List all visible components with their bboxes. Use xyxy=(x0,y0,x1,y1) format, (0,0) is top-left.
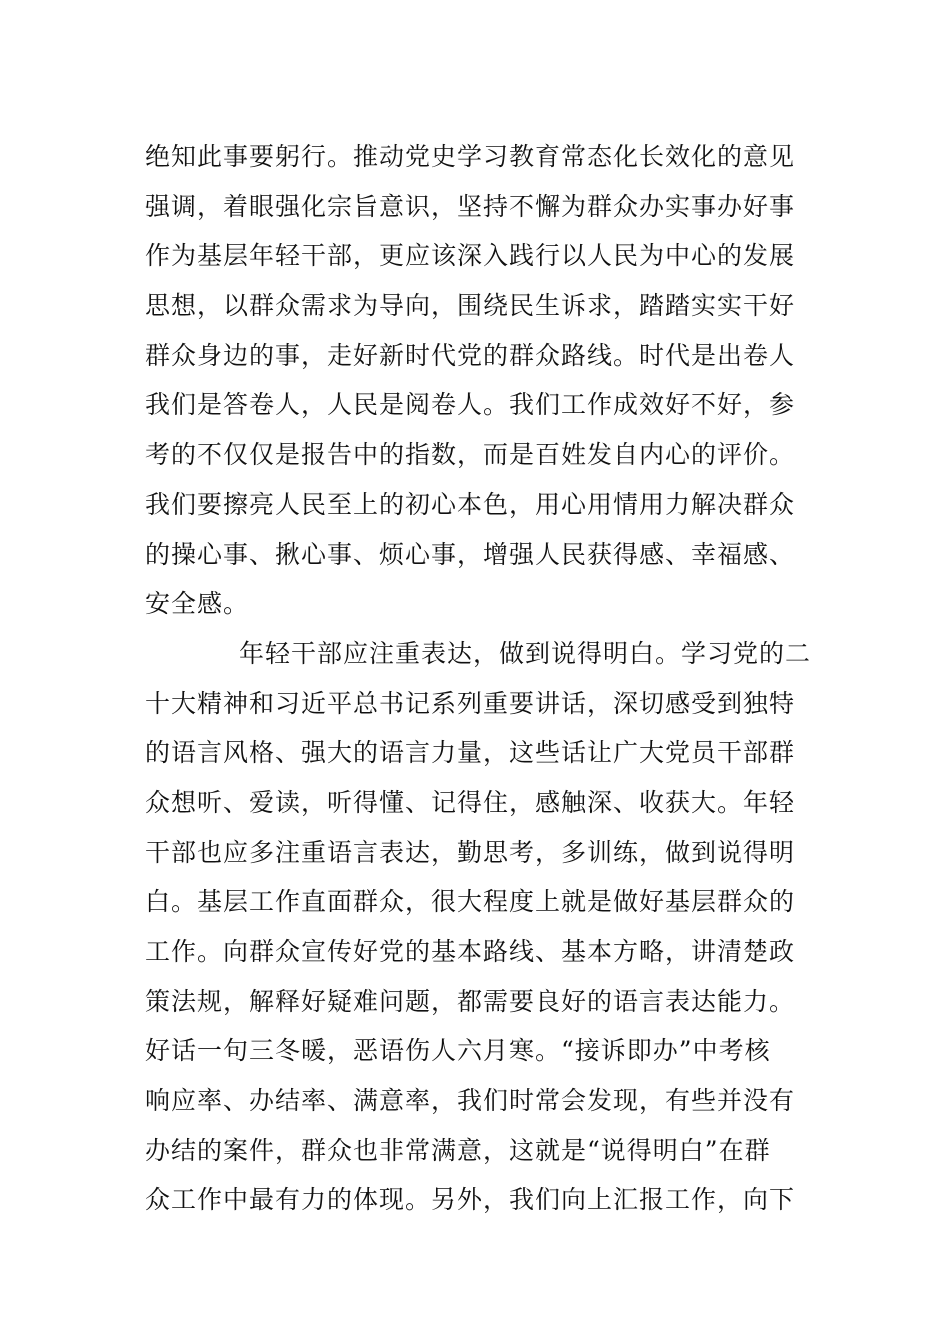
text-line: 工作。向群众宣传好党的基本路线、基本方略，讲清楚政 xyxy=(145,937,796,966)
body-text xyxy=(145,132,815,1225)
paragraph-first-line: 年轻干部应注重表达，做到说得明白。学习党的二 xyxy=(239,638,812,668)
text-line: 的操心事、揪心事、烦心事，增强人民获得感、幸福感、 xyxy=(145,539,796,569)
text-line: 响应率、办结率、满意率，我们时常会发现，有些并没有 xyxy=(145,1086,796,1116)
text-line: 考的不仅仅是报告中的指数，而是百姓发自内心的评价。 xyxy=(145,440,796,470)
text-line: 安全感。 xyxy=(145,589,250,619)
text-line: 白。基层工作直面群众，很大程度上就是做好基层群众的 xyxy=(145,887,796,917)
text-line: 绝知此事要躬行。推动党史学习教育常态化长效化的意见 xyxy=(145,142,796,171)
text-line: 策法规，解释好疑难问题，都需要良好的语言表达能力。 xyxy=(145,986,796,1016)
text-line: 好话一句三冬暖，恶语伤人六月寒。“接诉即办”中考核 xyxy=(145,1036,771,1066)
text-line: 办结的案件，群众也非常满意，这就是“说得明白”在群 xyxy=(145,1135,771,1165)
text-line: 干部也应多注重语言表达，勤思考，多训练，做到说得明 xyxy=(145,837,796,867)
text-line: 众想听、爱读，听得懂、记得住，感触深、收获大。年轻 xyxy=(145,787,796,817)
text-line: 十大精神和习近平总书记系列重要讲话，深切感受到独特 xyxy=(145,688,796,718)
text-line: 群众身边的事，走好新时代党的群众路线。时代是出卷人 xyxy=(145,340,796,370)
text-line: 的语言风格、强大的语言力量，这些话让广大党员干部群 xyxy=(145,738,796,768)
text-line: 强调，着眼强化宗旨意识，坚持不懈为群众办实事办好事 xyxy=(145,191,796,221)
text-line: 众工作中最有力的体现。另外，我们向上汇报工作，向下 xyxy=(145,1185,796,1215)
text-line: 我们是答卷人，人民是阅卷人。我们工作成效好不好，参 xyxy=(145,390,796,420)
text-line: 作为基层年轻干部，更应该深入践行以人民为中心的发展 xyxy=(145,241,796,271)
text-line: 我们要擦亮人民至上的初心本色，用心用情用力解决群众 xyxy=(145,489,796,519)
text-line: 思想，以群众需求为导向，围绕民生诉求，踏踏实实干好 xyxy=(145,291,796,321)
